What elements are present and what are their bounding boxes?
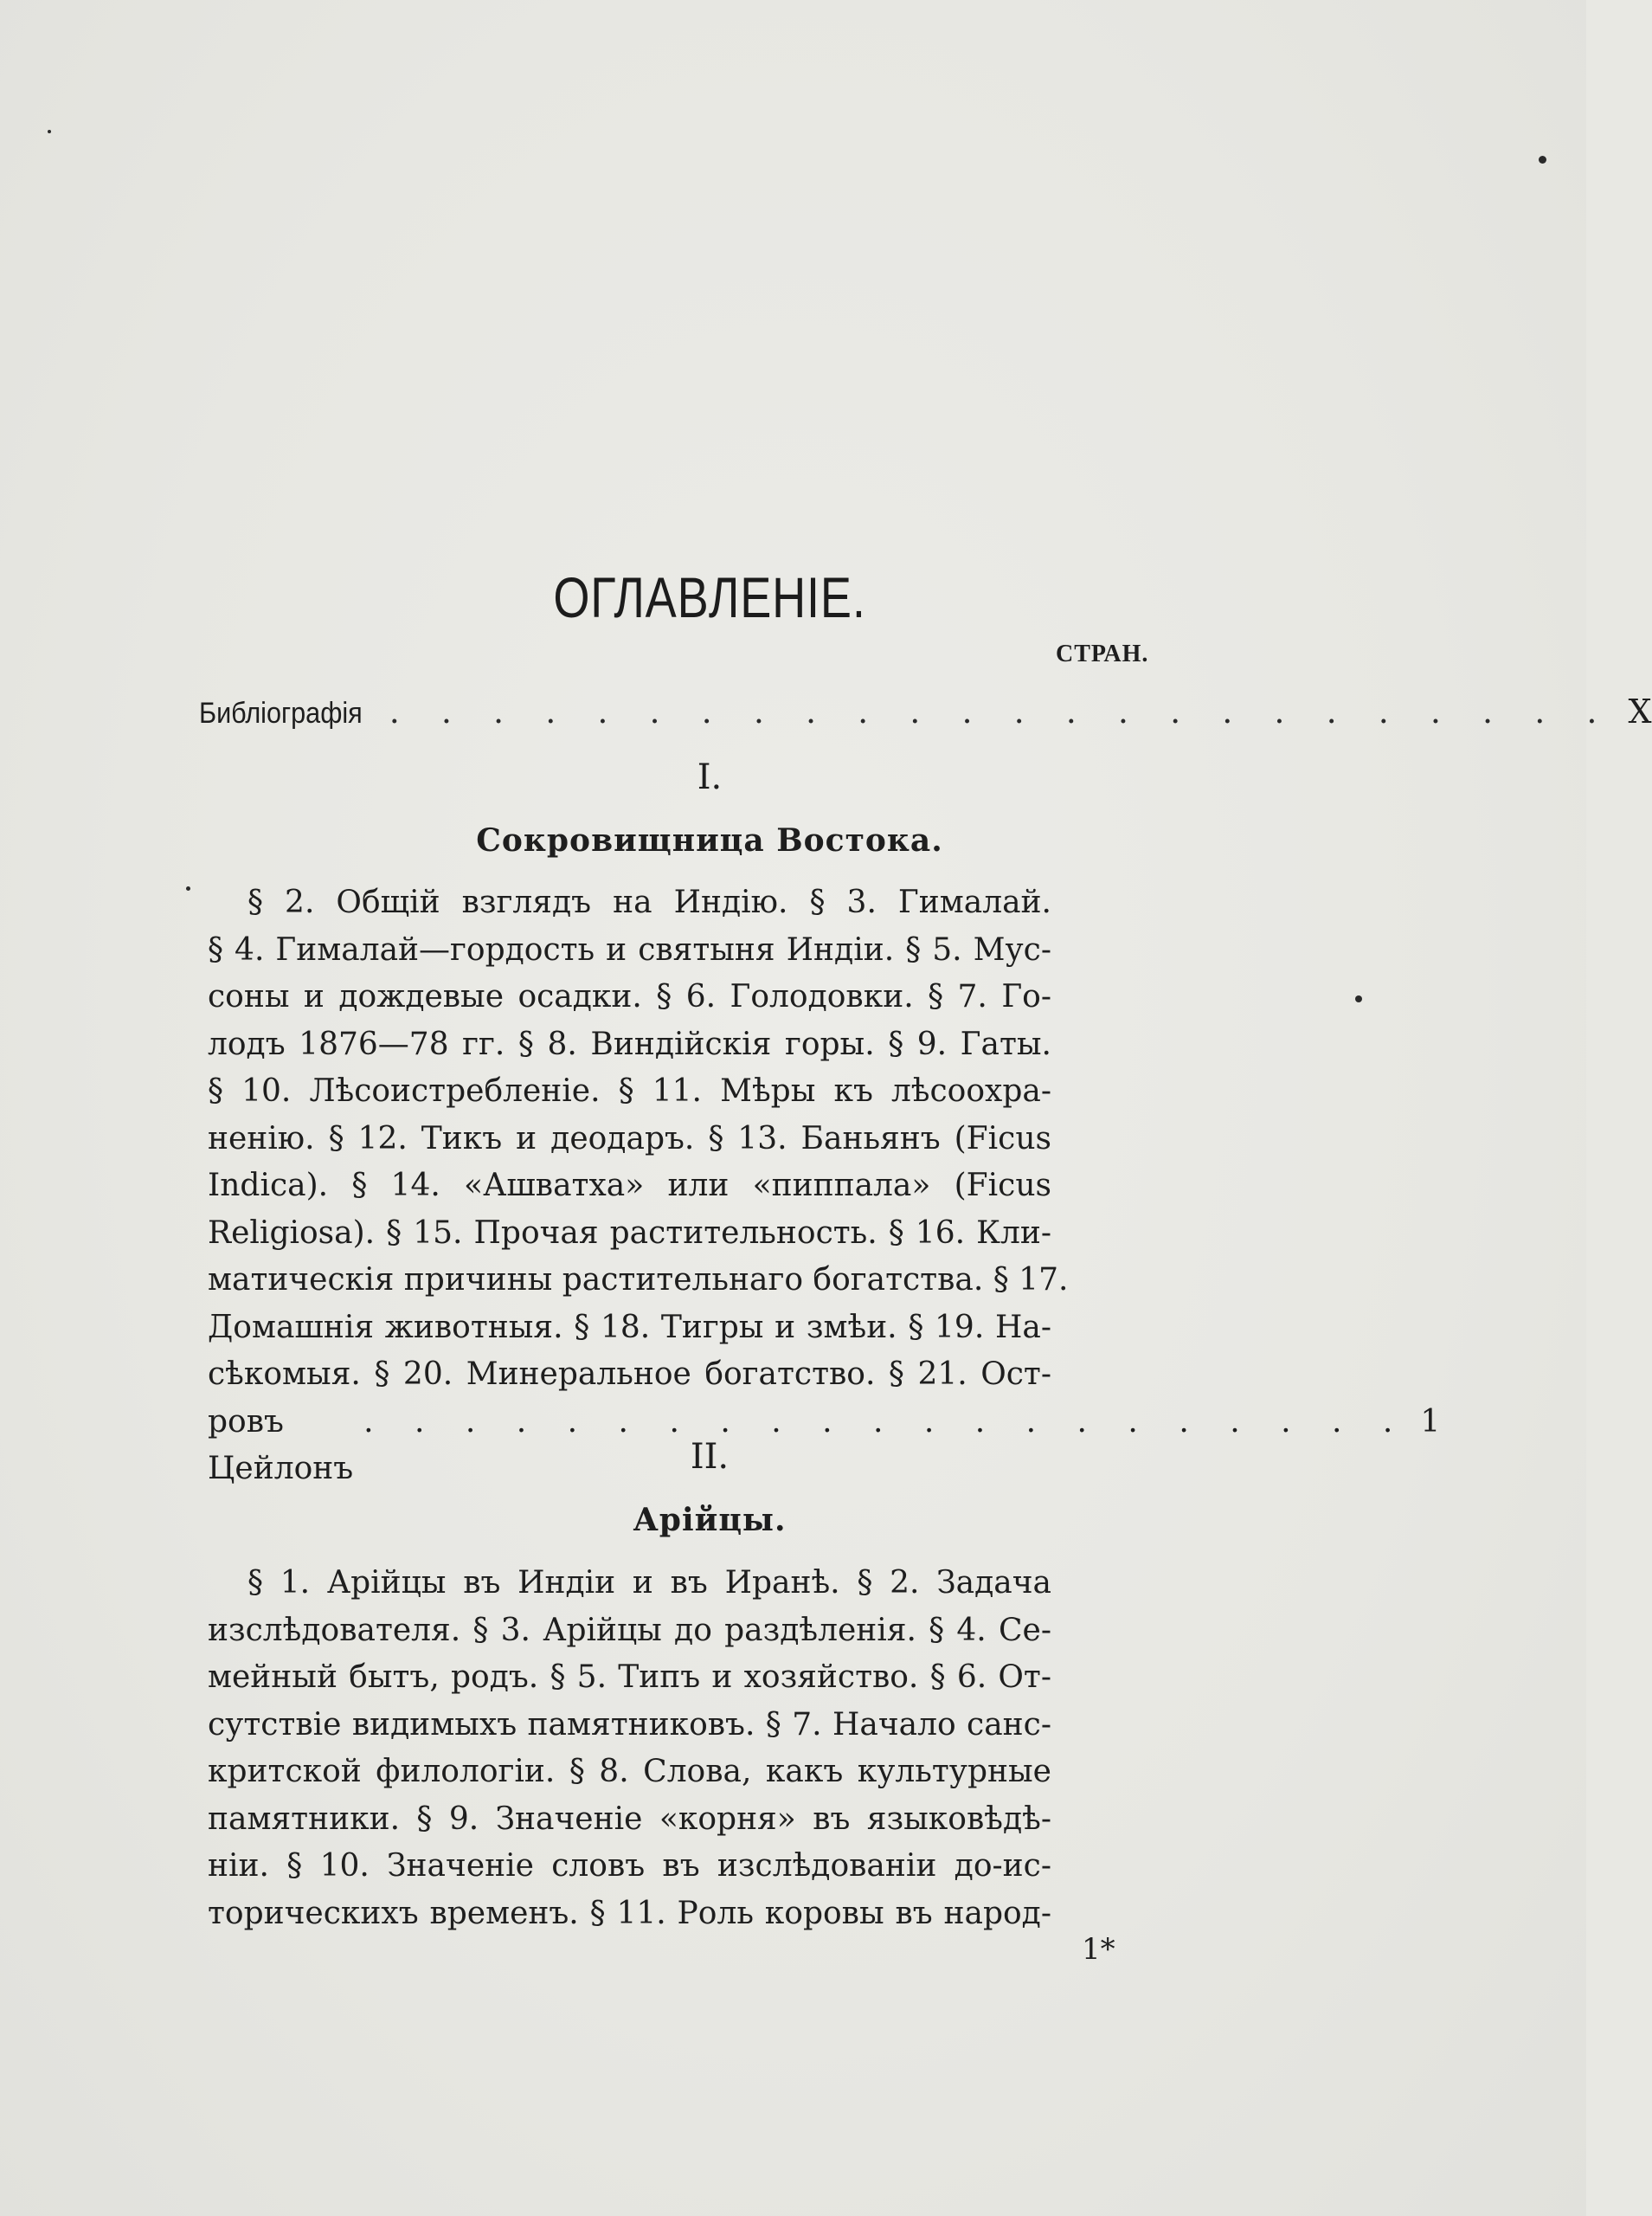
summary-line: торическихъ временъ. § 11. Роль коровы въ народ- (208, 1895, 1051, 1931)
page-title: ОГЛАВЛЕНІЕ. (553, 565, 866, 629)
chapter-summary (208, 1560, 1051, 1937)
summary-line: критской филологіи. § 8. Слова, какъ культурные (208, 1754, 1051, 1789)
summary-line: сѣкомыя. § 20. Минеральное богатство. § 21. Ост- (208, 1356, 1051, 1392)
toc-entry-bibliography (199, 692, 1652, 731)
printer-signature-mark: 1* (1082, 1932, 1115, 1967)
summary-line: Indica). § 14. «Ашватха» или «пиппала» (Ficus (208, 1168, 1051, 1203)
chapter-title: Арійцы. (633, 1502, 787, 1538)
dot-leader: . . . . . . . . . . . . . . . . . . . . . (363, 1403, 1409, 1440)
summary-line: § 2. Общій взглядъ на Индію. § 3. Гималай. (247, 885, 1051, 920)
toc-page-number: 1 (1420, 1403, 1441, 1440)
summary-line: лодъ 1876—78 гг. § 8. Виндійскія горы. § 9. Гаты. (208, 1026, 1051, 1062)
chapter-summary (208, 879, 1441, 1493)
summary-line: матическія причины растительнаго богатства. § 17. (208, 1262, 1069, 1298)
summary-line: ніи. § 10. Значеніе словъ въ изслѣдованіи до-ис- (208, 1848, 1051, 1884)
summary-line: ровъ Цейлонъ (208, 1403, 354, 1486)
page-column-header: СТРАН. (1056, 641, 1149, 667)
summary-line: ненію. § 12. Тикъ и деодаръ. § 13. Баньянъ (Ficus (208, 1120, 1051, 1156)
summary-line: соны и дождевые осадки. § 6. Голодовки. § 7. Го- (208, 979, 1051, 1015)
summary-line: Домашнія животныя. § 18. Тигры и змѣи. § 19. На- (208, 1309, 1051, 1345)
toc-page-number: X (1628, 692, 1652, 731)
summary-line: сутствіе видимыхъ памятниковъ. § 7. Начало санс- (208, 1706, 1051, 1743)
chapter-title: Сокровищница Востока. (476, 822, 943, 859)
paper-speck (186, 886, 190, 891)
summary-line: § 1. Арійцы въ Индіи и въ Иранѣ. § 2. Задача (247, 1565, 1051, 1601)
summary-line: мейный бытъ, родъ. § 5. Типъ и хозяйство. § 6. От- (208, 1659, 1051, 1695)
summary-line: § 4. Гималай—гордость и святыня Индіи. § 5. Мус- (208, 931, 1051, 968)
paper-speck (1539, 156, 1546, 164)
paper-speck (1355, 995, 1362, 1002)
summary-line: Religiosa). § 15. Прочая растительность. § 16. Кли- (208, 1214, 1051, 1251)
summary-line: памятники. § 9. Значеніе «корня» въ языковѣдѣ- (208, 1800, 1051, 1837)
toc-entry-label: Библіографія (199, 697, 363, 730)
summary-line: изслѣдователя. § 3. Арійцы до раздѣленія. § 4. Се- (208, 1612, 1051, 1648)
paper-speck (48, 130, 51, 133)
chapter-number: I. (697, 757, 723, 797)
summary-line: § 10. Лѣсоистребленіе. § 11. Мѣры къ лѣсоохра- (208, 1073, 1051, 1109)
chapter-number: II. (690, 1437, 730, 1477)
dot-leader: . . . . . . . . . . . . . . . . . . . . . . . . (389, 692, 1613, 731)
